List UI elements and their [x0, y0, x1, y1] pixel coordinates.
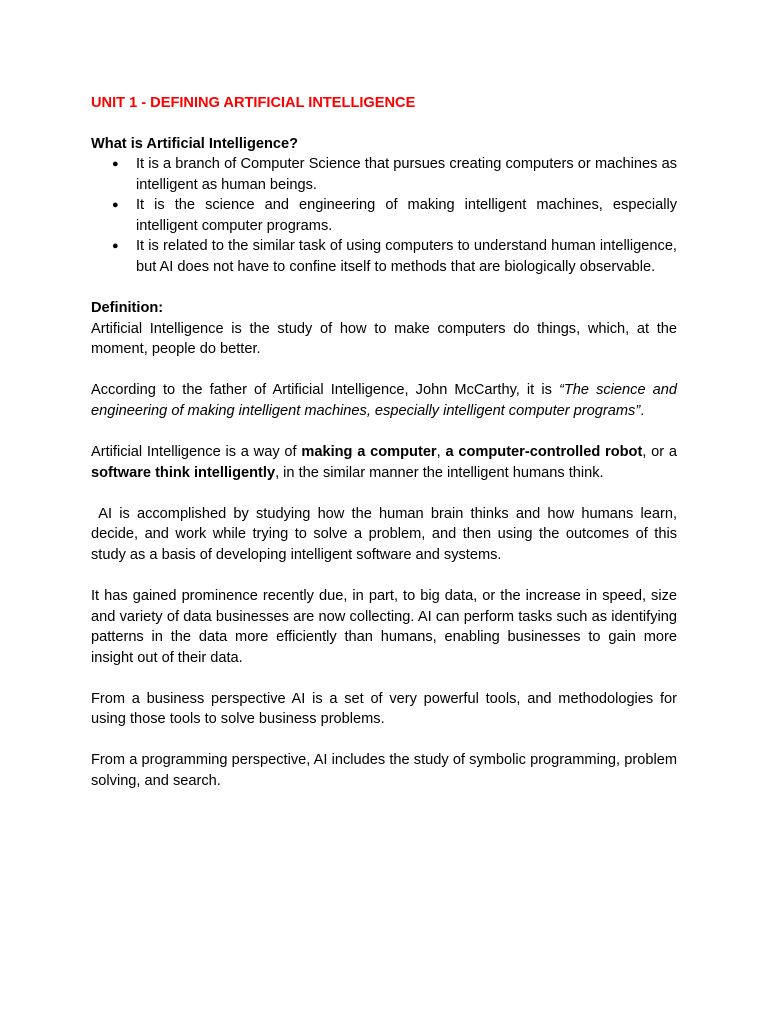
spacer: [91, 421, 677, 442]
mccarthy-paragraph: [91, 380, 677, 421]
bullet-item: [91, 195, 677, 236]
what-is-bullet-list: [91, 154, 677, 278]
mccarthy-suffix: .: [640, 402, 645, 419]
mccarthy-quote: “The science and engineering of making intelligent machines, especially intelligent computer programs”: [91, 382, 678, 419]
definition-paragraph: Artificial Intelligence is the study of how to make computers do things, which, at the moment, people do better.: [91, 320, 677, 358]
business-paragraph: From a business perspective AI is a set of very powerful tools, and methodologies for using those tools to solve business problems.: [91, 690, 677, 728]
bullet-item: [91, 154, 677, 195]
bullet-text: It is related to the similar task of using computers to understand human intelligence, but AI does not have to confine itself to methods that are biologically observable.: [136, 238, 677, 275]
programming-paragraph: From a programming perspective, AI includes the study of symbolic programming, problem solving, and search.: [91, 752, 677, 790]
way-of-bold-1: making a computer: [301, 443, 437, 460]
unit-title: UNIT 1 - DEFINING ARTIFICIAL INTELLIGENCE: [91, 95, 416, 111]
way-of-text-1: Artificial Intelligence is a way of: [91, 443, 302, 460]
spacer: [91, 360, 677, 381]
definition-heading: Definition:: [91, 300, 164, 317]
spacer: [91, 668, 677, 689]
bullet-item: [91, 236, 677, 277]
what-is-heading: What is Artificial Intelligence?: [91, 135, 299, 152]
way-of-bold-3: software think intelligently: [91, 464, 276, 481]
spacer: [91, 113, 677, 134]
way-of-paragraph: [91, 442, 677, 483]
accomplished-paragraph: AI is accomplished by studying how the human brain thinks and how humans learn, decide, and work while trying to solve a problem, and then using the outcomes of this study as a basis of developing intelligent software and systems.: [91, 505, 682, 563]
spacer: [91, 730, 677, 751]
way-of-text-3: , or a: [642, 443, 678, 460]
way-of-text-2: ,: [436, 443, 446, 460]
prominence-paragraph: It has gained prominence recently due, in part, to big data, or the increase in speed, size and variety of data businesses are now collecting. AI can perform tasks such as identifying patterns in the data more efficiently than humans, enabling businesses to gain more insight out of their data.: [91, 587, 677, 666]
bullet-text: It is a branch of Computer Science that pursues creating computers or machines as intelligent as human beings.: [136, 156, 677, 193]
bullet-icon: ●: [112, 240, 119, 253]
way-of-bold-2: a computer-controlled robot: [445, 443, 643, 460]
spacer: [91, 278, 677, 299]
spacer: [91, 483, 677, 504]
spacer: [91, 565, 677, 586]
way-of-text-4: , in the similar manner the intelligent humans think.: [275, 464, 604, 481]
bullet-icon: ●: [112, 199, 119, 212]
bullet-text: It is the science and engineering of making intelligent machines, especially intelligent computer programs.: [136, 197, 677, 234]
mccarthy-prefix: According to the father of Artificial Intelligence, John McCarthy, it is: [91, 382, 559, 399]
bullet-icon: ●: [112, 158, 119, 170]
